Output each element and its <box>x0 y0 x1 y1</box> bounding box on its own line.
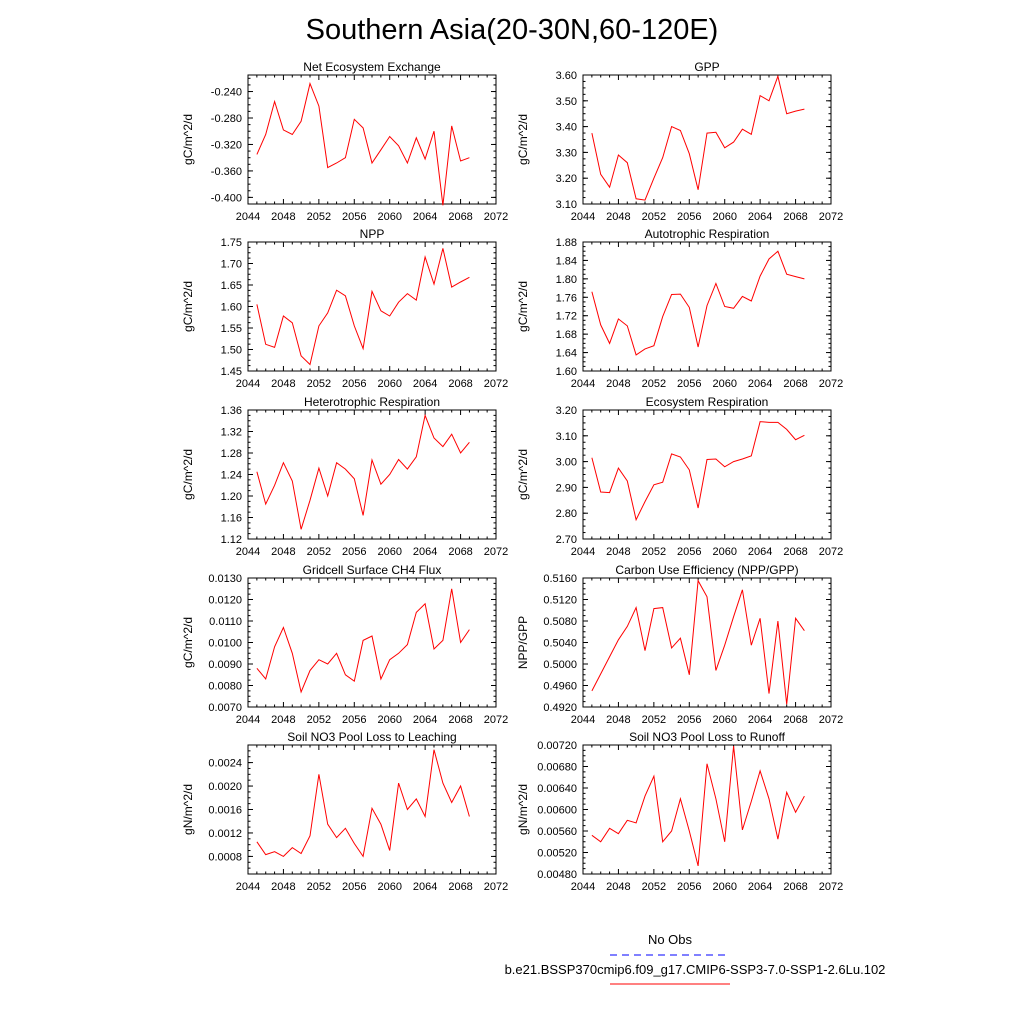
chart-panel <box>516 563 843 726</box>
y-tick-label: 0.0008 <box>208 851 242 864</box>
x-tick-label: 2056 <box>342 211 367 223</box>
y-tick-label: 0.00520 <box>537 847 577 860</box>
y-axis-label: gC/m^2/d <box>516 281 530 332</box>
series-line <box>257 248 470 364</box>
x-tick-label: 2060 <box>712 211 737 223</box>
chart-panel <box>516 730 843 893</box>
chart-title: Heterotrophic Respiration <box>303 395 441 409</box>
y-tick-label: 1.64 <box>555 347 577 360</box>
y-tick-label: 1.28 <box>220 448 242 460</box>
y-tick-label: 3.20 <box>555 405 577 417</box>
y-tick-label: 1.72 <box>555 310 577 323</box>
y-tick-label: 0.00480 <box>537 869 577 881</box>
x-tick-label: 2064 <box>747 714 773 726</box>
legend-obs-label: No Obs <box>647 932 693 947</box>
y-tick-label: 0.0016 <box>208 804 242 817</box>
series-line <box>592 581 805 705</box>
y-tick-label: 0.00680 <box>537 761 577 774</box>
x-tick-label: 2064 <box>412 211 438 223</box>
x-tick-label: 2048 <box>606 378 631 390</box>
y-axis-label: NPP/GPP <box>516 615 530 670</box>
series-line <box>592 746 805 866</box>
series-line <box>257 415 470 529</box>
plot-frame <box>248 242 496 371</box>
x-tick-label: 2064 <box>412 714 438 726</box>
series-line <box>592 76 805 200</box>
plot-frame <box>583 410 831 539</box>
chart-title: Carbon Use Efficiency (NPP/GPP) <box>615 563 799 577</box>
x-tick-label: 2072 <box>818 211 844 223</box>
y-axis-label: gC/m^2/d <box>181 114 195 165</box>
x-tick-label: 2072 <box>818 881 844 893</box>
y-tick-label: 1.60 <box>220 301 242 314</box>
y-tick-label: 0.5160 <box>543 573 577 585</box>
x-tick-label: 2052 <box>306 378 332 390</box>
x-tick-label: 2048 <box>271 378 296 390</box>
chart-title: Soil NO3 Pool Loss to Leaching <box>287 730 457 744</box>
series-line <box>257 750 470 857</box>
plot-frame <box>248 578 496 707</box>
y-tick-label: 0.5000 <box>543 659 577 671</box>
chart-panel <box>181 395 508 558</box>
x-tick-label: 2048 <box>271 881 296 893</box>
page-title: Southern Asia(20-30N,60-120E) <box>305 14 719 46</box>
y-tick-label: 0.5080 <box>543 616 577 628</box>
x-tick-label: 2048 <box>606 211 631 223</box>
y-tick-label: 0.0120 <box>208 594 242 607</box>
chart-title: NPP <box>359 227 385 241</box>
x-tick-label: 2064 <box>747 378 773 390</box>
series-line <box>257 84 470 206</box>
x-tick-label: 2052 <box>641 211 667 223</box>
x-tick-label: 2044 <box>570 881 596 893</box>
y-axis-label: gN/m^2/d <box>516 784 530 835</box>
x-tick-label: 2056 <box>342 714 367 726</box>
x-tick-label: 2048 <box>271 546 296 558</box>
x-tick-label: 2068 <box>448 546 473 558</box>
x-tick-label: 2048 <box>271 211 296 223</box>
x-tick-label: 2064 <box>747 211 773 223</box>
y-tick-label: 0.5120 <box>543 594 577 607</box>
x-tick-label: 2052 <box>306 714 332 726</box>
x-tick-label: 2072 <box>483 881 509 893</box>
y-tick-label: 2.70 <box>555 534 577 546</box>
y-tick-label: 0.4960 <box>543 680 577 693</box>
x-tick-label: 2044 <box>235 378 261 390</box>
x-tick-label: 2064 <box>747 546 773 558</box>
x-tick-label: 2064 <box>747 881 773 893</box>
x-tick-label: 2068 <box>448 714 473 726</box>
x-tick-label: 2060 <box>712 881 737 893</box>
x-tick-label: 2068 <box>783 881 808 893</box>
x-tick-label: 2060 <box>712 546 737 558</box>
y-tick-label: 2.80 <box>555 508 577 521</box>
chart-title: Ecosystem Respiration <box>645 395 769 409</box>
x-tick-label: 2068 <box>783 211 808 223</box>
x-tick-label: 2060 <box>377 546 402 558</box>
chart-panel <box>181 730 508 893</box>
x-tick-label: 2068 <box>783 714 808 726</box>
y-tick-label: 0.00720 <box>537 740 577 752</box>
series-line <box>592 251 805 355</box>
x-tick-label: 2068 <box>448 211 473 223</box>
x-tick-label: 2044 <box>570 378 596 390</box>
y-tick-label: 0.0090 <box>208 659 242 671</box>
y-tick-label: 3.20 <box>555 173 577 186</box>
x-tick-label: 2060 <box>377 378 402 390</box>
x-tick-label: 2048 <box>606 881 631 893</box>
x-tick-label: 2064 <box>412 881 438 893</box>
y-tick-label: 1.75 <box>220 237 242 249</box>
x-tick-label: 2060 <box>377 714 402 726</box>
series-line <box>257 589 470 692</box>
x-tick-label: 2052 <box>641 881 667 893</box>
y-axis-label: gC/m^2/d <box>181 449 195 500</box>
x-tick-label: 2048 <box>271 714 296 726</box>
plot-frame <box>248 410 496 539</box>
y-tick-label: 1.70 <box>220 258 242 271</box>
chart-panel <box>181 227 508 390</box>
y-axis-label: gN/m^2/d <box>181 784 195 835</box>
y-tick-label: 0.0110 <box>209 616 242 628</box>
x-tick-label: 2044 <box>570 546 596 558</box>
x-tick-label: 2044 <box>235 211 261 223</box>
y-tick-label: 0.0012 <box>208 827 242 840</box>
plot-frame <box>583 75 831 204</box>
y-tick-label: 1.36 <box>220 405 242 417</box>
y-tick-label: 0.00640 <box>537 783 577 795</box>
x-tick-label: 2052 <box>306 546 332 558</box>
plot-frame <box>248 75 496 204</box>
x-tick-label: 2044 <box>570 211 596 223</box>
x-tick-label: 2060 <box>377 881 402 893</box>
y-tick-label: 1.55 <box>220 323 242 335</box>
x-tick-label: 2072 <box>483 546 509 558</box>
y-tick-label: -0.320 <box>210 139 242 152</box>
x-tick-label: 2052 <box>306 881 332 893</box>
y-tick-label: 1.24 <box>220 469 242 482</box>
x-tick-label: 2072 <box>483 211 509 223</box>
x-tick-label: 2044 <box>235 714 261 726</box>
y-tick-label: 1.45 <box>220 366 242 378</box>
chart-title: Autotrophic Respiration <box>644 227 770 241</box>
x-tick-label: 2052 <box>641 378 667 390</box>
y-tick-label: 1.65 <box>220 280 242 292</box>
x-tick-label: 2052 <box>641 546 667 558</box>
chart-title: GPP <box>694 60 720 74</box>
chart-title: Soil NO3 Pool Loss to Runoff <box>629 730 785 744</box>
y-tick-label: 1.12 <box>220 534 242 546</box>
x-tick-label: 2056 <box>342 881 367 893</box>
y-tick-label: -0.240 <box>210 86 242 99</box>
x-tick-label: 2056 <box>677 211 702 223</box>
x-tick-label: 2068 <box>448 881 473 893</box>
x-tick-label: 2056 <box>677 546 702 558</box>
y-tick-label: 3.40 <box>555 121 577 134</box>
x-tick-label: 2056 <box>342 378 367 390</box>
y-tick-label: 3.50 <box>555 95 577 108</box>
chart-title: Net Ecosystem Exchange <box>303 60 441 74</box>
y-axis-label: gC/m^2/d <box>516 449 530 500</box>
x-tick-label: 2060 <box>377 211 402 223</box>
x-tick-label: 2072 <box>483 714 509 726</box>
y-tick-label: 0.00600 <box>537 804 577 817</box>
y-tick-label: 1.32 <box>220 426 242 439</box>
y-tick-label: 3.00 <box>555 456 577 469</box>
x-tick-label: 2056 <box>342 546 367 558</box>
y-tick-label: 2.90 <box>555 482 577 495</box>
x-tick-label: 2052 <box>306 211 332 223</box>
x-tick-label: 2056 <box>677 714 702 726</box>
y-axis-label: gC/m^2/d <box>181 281 195 332</box>
y-tick-label: 0.00560 <box>537 826 577 838</box>
y-tick-label: 1.60 <box>555 366 577 378</box>
y-tick-label: 0.0070 <box>208 702 242 714</box>
y-tick-label: 0.0100 <box>208 637 242 650</box>
chart-panel <box>516 227 843 390</box>
y-tick-label: 1.68 <box>555 329 577 342</box>
y-tick-label: 3.30 <box>555 147 577 160</box>
x-tick-label: 2068 <box>783 378 808 390</box>
x-tick-label: 2072 <box>483 378 509 390</box>
x-tick-label: 2048 <box>606 546 631 558</box>
y-tick-label: -0.400 <box>210 192 242 205</box>
y-tick-label: 0.0080 <box>208 680 242 693</box>
x-tick-label: 2072 <box>818 378 844 390</box>
y-tick-label: 1.88 <box>555 237 577 249</box>
chart-panel <box>516 395 843 558</box>
x-tick-label: 2064 <box>412 546 438 558</box>
x-tick-label: 2068 <box>448 378 473 390</box>
chart-panel <box>181 563 508 726</box>
y-tick-label: 3.10 <box>555 199 577 211</box>
x-tick-label: 2056 <box>677 378 702 390</box>
y-tick-label: 0.5040 <box>543 637 577 650</box>
legend-case-label: b.e21.BSSP370cmip6.f09_g17.CMIP6-SSP3-7.0-SSP1-2.6Lu.102 <box>504 962 886 977</box>
x-tick-label: 2072 <box>818 714 844 726</box>
x-tick-label: 2060 <box>712 378 737 390</box>
x-tick-label: 2044 <box>235 546 261 558</box>
y-tick-label: 3.10 <box>555 430 577 443</box>
x-tick-label: 2072 <box>818 546 844 558</box>
series-line <box>592 422 805 520</box>
y-tick-label: -0.360 <box>210 165 242 178</box>
y-tick-label: 1.76 <box>555 292 577 305</box>
y-tick-label: 0.4920 <box>543 702 577 714</box>
y-tick-label: 0.0130 <box>208 573 242 585</box>
y-tick-label: 3.60 <box>555 70 577 82</box>
x-tick-label: 2060 <box>712 714 737 726</box>
x-tick-label: 2052 <box>641 714 667 726</box>
y-tick-label: -0.280 <box>210 113 242 125</box>
x-tick-label: 2068 <box>783 546 808 558</box>
x-tick-label: 2044 <box>570 714 596 726</box>
x-tick-label: 2048 <box>606 714 631 726</box>
x-tick-label: 2044 <box>235 881 261 893</box>
y-tick-label: 0.0020 <box>208 781 242 794</box>
x-tick-label: 2056 <box>677 881 702 893</box>
chart-panel <box>516 60 843 223</box>
y-tick-label: 1.50 <box>220 344 242 357</box>
y-tick-label: 1.16 <box>220 512 242 525</box>
y-axis-label: gC/m^2/d <box>516 114 530 165</box>
y-axis-label: gC/m^2/d <box>181 617 195 668</box>
y-tick-label: 1.80 <box>555 273 577 286</box>
x-tick-label: 2064 <box>412 378 438 390</box>
y-tick-label: 0.0024 <box>208 757 242 770</box>
chart-panel <box>181 60 508 223</box>
chart-title: Gridcell Surface CH4 Flux <box>302 563 442 577</box>
y-tick-label: 1.84 <box>555 255 577 268</box>
y-tick-label: 1.20 <box>220 491 242 503</box>
